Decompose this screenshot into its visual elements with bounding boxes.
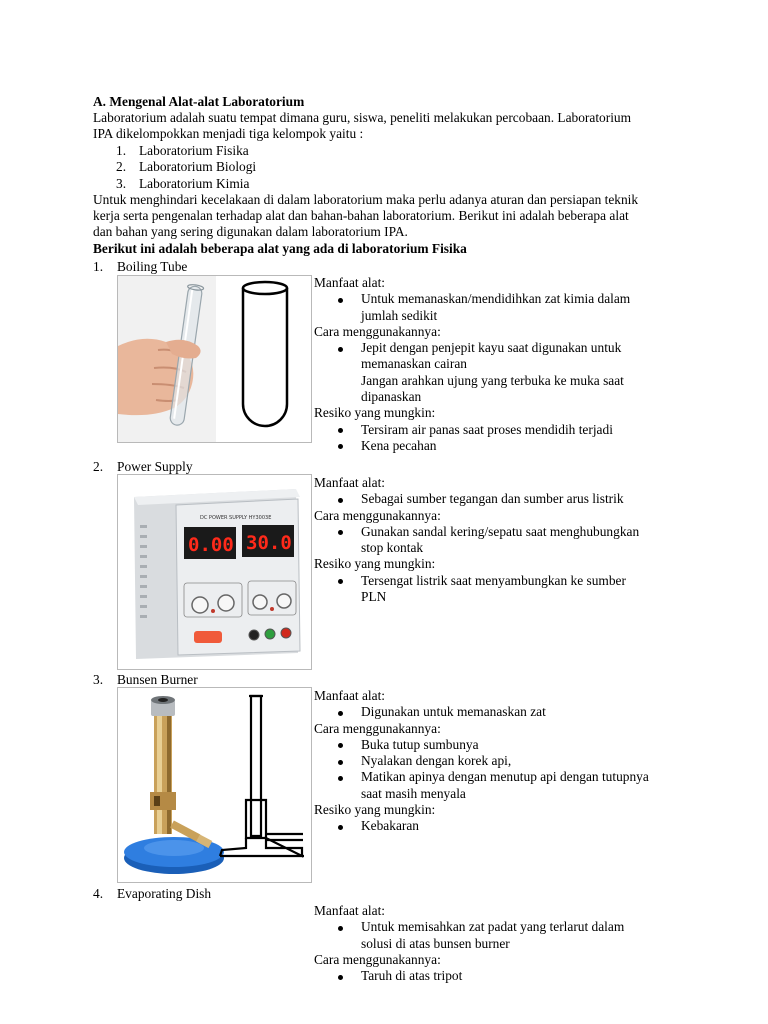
list-number: 3. bbox=[116, 175, 127, 191]
tool-title-evaporating-dish bbox=[93, 886, 211, 902]
list-item: Tersengat listrik saat menyambungkan ke sumber bbox=[314, 573, 694, 589]
boiling-tube-illustration bbox=[118, 276, 311, 442]
tool-name: Evaporating Dish bbox=[117, 886, 212, 901]
evaporating-dish-description bbox=[314, 903, 694, 984]
resiko-list bbox=[314, 818, 694, 834]
lab-list bbox=[116, 143, 256, 192]
subheading: Berikut ini adalah beberapa alat yang ada di laboratorium Fisika bbox=[93, 241, 467, 256]
list-item: Nyalakan dengan korek api, bbox=[314, 753, 694, 769]
list-item: Gunakan sandal kering/sepatu saat menghubungkan bbox=[314, 524, 694, 540]
intro-line-1: Laboratorium adalah suatu tempat dimana guru, siswa, peneliti melakukan percobaan. Laboratorium bbox=[93, 110, 632, 125]
list-label: Laboratorium Fisika bbox=[139, 143, 249, 158]
list-item: Jepit dengan penjepit kayu saat digunakan untuk bbox=[314, 340, 694, 356]
bunsen-burner-illustration bbox=[118, 688, 311, 882]
intro-line-2: IPA dikelompokkan menjadi tiga kelompok yaitu : bbox=[93, 126, 364, 141]
list-item-continuation: stop kontak bbox=[361, 540, 424, 556]
para-line-3: dan bahan yang sering digunakan dalam laboratorium IPA. bbox=[93, 224, 408, 239]
display-left: 0.00 bbox=[188, 534, 234, 556]
list-number: 1. bbox=[116, 143, 127, 158]
list-item bbox=[116, 159, 256, 175]
power-supply-illustration bbox=[118, 475, 311, 669]
bunsen-burner-image bbox=[117, 687, 312, 883]
power-supply-image bbox=[117, 474, 312, 670]
manfaat-list bbox=[314, 704, 694, 720]
tool-title-boiling-tube bbox=[93, 259, 187, 275]
manfaat-list bbox=[314, 491, 694, 507]
list-item: Taruh di atas tripot bbox=[314, 968, 694, 984]
list-item-continuation: memanaskan cairan bbox=[361, 356, 467, 372]
list-item bbox=[116, 176, 256, 192]
manfaat-label: Manfaat alat: bbox=[314, 275, 386, 290]
tool-title-bunsen-burner bbox=[93, 672, 198, 688]
list-item bbox=[116, 143, 256, 159]
para-line-2: kerja serta pengenalan terhadap alat dan bahan-bahan laboratorium. Berikut ini adalah beberapa alat bbox=[93, 208, 629, 223]
list-item: Matikan apinya dengan menutup api dengan tutupnya bbox=[314, 769, 694, 785]
list-item: Sebagai sumber tegangan dan sumber arus listrik bbox=[314, 491, 694, 507]
tool-title-power-supply bbox=[93, 459, 193, 475]
list-item: Buka tutup sumbunya bbox=[314, 737, 694, 753]
tool-number: 4. bbox=[93, 886, 104, 901]
resiko-label: Resiko yang mungkin: bbox=[314, 556, 436, 572]
list-number: 2. bbox=[116, 159, 127, 175]
panel-label: DC POWER SUPPLY HY3003E bbox=[200, 515, 272, 521]
resiko-label: Resiko yang mungkin: bbox=[314, 802, 436, 818]
bunsen-burner-description bbox=[314, 688, 694, 835]
resiko-list bbox=[314, 422, 694, 455]
manfaat-list bbox=[314, 919, 694, 952]
list-item: Untuk memisahkan zat padat yang terlarut dalam bbox=[314, 919, 694, 935]
list-label: Laboratorium Biologi bbox=[139, 159, 257, 175]
display-right: 30.0 bbox=[246, 532, 292, 554]
manfaat-label: Manfaat alat: bbox=[314, 688, 386, 703]
section-heading: A. Mengenal Alat-alat Laboratorium bbox=[93, 94, 305, 109]
manfaat-label: Manfaat alat: bbox=[314, 903, 386, 918]
list-item: Kena pecahan bbox=[314, 438, 694, 454]
manfaat-label: Manfaat alat: bbox=[314, 475, 386, 490]
boiling-tube-description bbox=[314, 275, 694, 454]
resiko-list bbox=[314, 573, 694, 606]
list-label: Laboratorium Kimia bbox=[139, 175, 250, 191]
list-item: Untuk memanaskan/mendidihkan zat kimia dalam bbox=[314, 291, 694, 307]
list-item-continuation: PLN bbox=[361, 589, 387, 605]
list-item: Kebakaran bbox=[314, 818, 694, 834]
cara-list bbox=[314, 340, 694, 405]
tool-number: 1. bbox=[93, 259, 104, 274]
manfaat-list bbox=[314, 291, 694, 324]
resiko-label: Resiko yang mungkin: bbox=[314, 405, 436, 421]
cara-list bbox=[314, 524, 694, 557]
tool-name: Power Supply bbox=[117, 459, 193, 474]
list-item-continuation: jumlah sedikit bbox=[361, 307, 438, 323]
cara-label: Cara menggunakannya: bbox=[314, 323, 441, 339]
boiling-tube-image bbox=[117, 275, 312, 443]
cara-list bbox=[314, 737, 694, 802]
tool-name: Bunsen Burner bbox=[117, 672, 198, 687]
cara-list bbox=[314, 968, 694, 984]
cara-label: Cara menggunakannya: bbox=[314, 951, 441, 967]
list-item-continuation: solusi di atas bunsen burner bbox=[361, 935, 510, 951]
list-item-continuation: Jangan arahkan ujung yang terbuka ke muka saat bbox=[361, 372, 624, 388]
tool-number: 2. bbox=[93, 459, 104, 474]
para-line-1: Untuk menghindari kecelakaan di dalam laboratorium maka perlu adanya aturan dan persiapan teknik bbox=[93, 192, 639, 207]
list-item-continuation: dipanaskan bbox=[361, 389, 422, 405]
list-item: Tersiram air panas saat proses mendidih terjadi bbox=[314, 422, 694, 438]
tool-number: 3. bbox=[93, 672, 104, 687]
power-supply-description bbox=[314, 475, 694, 605]
tool-name: Boiling Tube bbox=[117, 259, 188, 274]
list-item-continuation: saat masih menyala bbox=[361, 785, 466, 801]
cara-label: Cara menggunakannya: bbox=[314, 507, 441, 523]
cara-label: Cara menggunakannya: bbox=[314, 720, 441, 736]
list-item: Digunakan untuk memanaskan zat bbox=[314, 704, 694, 720]
